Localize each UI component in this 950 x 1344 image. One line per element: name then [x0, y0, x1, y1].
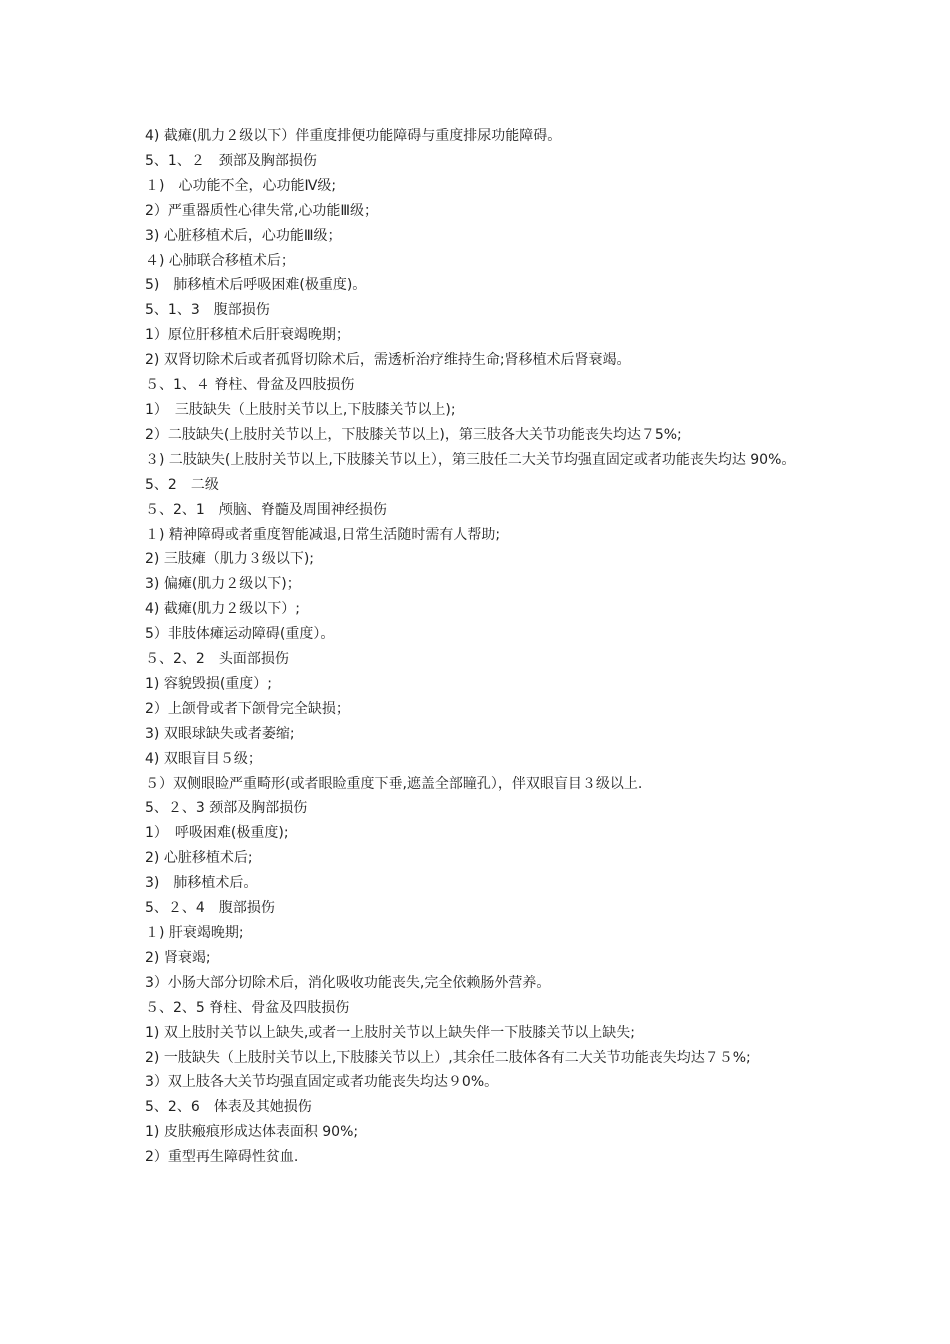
text-line: 1) 皮肤瘢痕形成达体表面积 90%; [145, 1124, 359, 1141]
text-line: 1) 容貌毁损(重度）; [145, 675, 272, 692]
text-line: ５）双侧眼睑严重畸形(或者眼睑重度下垂,遮盖全部瞳孔），伴双眼盲目３级以上. [145, 775, 643, 792]
section-heading: ５、1、４ 脊柱、骨盆及四肢损伤 [145, 377, 355, 394]
section-heading: 5、２、4 腹部损伤 [145, 900, 275, 917]
text-line: 2）二肢缺失(上肢肘关节以上，下肢膝关节以上)，第三肢各大关节功能丧失均达７5%; [145, 426, 682, 443]
section-heading: 5、1、２ 颈部及胸部损伤 [145, 152, 317, 169]
text-line: 4) 截瘫(肌力２级以下）; [145, 601, 300, 618]
text-line: 2) 心脏移植术后; [145, 850, 253, 867]
text-line: 3) 心脏移植术后，心功能Ⅲ级； [145, 227, 342, 244]
text-line: 2) 一肢缺失（上肢肘关节以上,下肢膝关节以上）,其余任二肢体各有二大关节功能丧失均达７５%; [145, 1049, 751, 1066]
text-line: 3）双上肢各大关节均强直固定或者功能丧失均达９0%。 [145, 1074, 499, 1091]
text-line: 2）上颌骨或者下颌骨完全缺损； [145, 700, 350, 717]
section-heading: 5、2 二级 [145, 476, 219, 493]
text-line: １) 心功能不全，心功能Ⅳ级; [145, 177, 337, 194]
text-line: 2）严重器质性心律失常,心功能Ⅲ级； [145, 202, 379, 219]
section-heading: ５、2、5 脊柱、骨盆及四肢损伤 [145, 999, 350, 1016]
text-line: １) 肝衰竭晚期; [145, 925, 244, 941]
text-line: 3) 双眼球缺失或者萎缩; [145, 725, 295, 742]
text-line: 1） 三肢缺失（上肢肘关节以上,下肢膝关节以上); [145, 401, 456, 418]
text-line: 4) 截瘫(肌力２级以下）伴重度排便功能障碍与重度排尿功能障碍。 [145, 128, 562, 144]
text-line: 5) 肺移植术后呼吸困难(极重度)。 [145, 277, 367, 294]
text-line: ３) 二肢缺失(上肢肘关节以上,下肢膝关节以上），第三肢任二大关节均强直固定或者功能丧失均达 90%。 [145, 451, 796, 468]
section-heading: ５、2、1 颅脑、脊髓及周围神经损伤 [145, 501, 387, 518]
text-line: 4) 双眼盲目５级； [145, 750, 262, 767]
text-line: 3) 肺移植术后。 [145, 875, 258, 892]
section-heading: ５、2、2 头面部损伤 [145, 651, 289, 668]
text-line: 1）原位肝移植术后肝衰竭晚期； [145, 327, 350, 344]
document-body [145, 124, 825, 1170]
text-line: 2) 三肢瘫（肌力３级以下); [145, 551, 314, 568]
section-heading: 5、2、6 体表及其她损伤 [145, 1099, 312, 1116]
text-line: 3）小肠大部分切除术后，消化吸收功能丧失,完全依赖肠外营养。 [145, 974, 551, 991]
section-heading: 5、２、3 颈部及胸部损伤 [145, 800, 308, 817]
text-line: １) 精神障碍或者重度智能减退,日常生活随时需有人帮助; [145, 526, 501, 543]
text-line: 2) 双肾切除术后或者孤肾切除术后，需透析治疗维持生命;肾移植术后肾衰竭。 [145, 352, 631, 369]
text-line: 5）非肢体瘫运动障碍(重度）。 [145, 626, 335, 643]
text-line: 3) 偏瘫(肌力２级以下)； [145, 576, 301, 593]
text-line: 1） 呼吸困难(极重度); [145, 825, 289, 842]
text-line: ４) 心肺联合移植术后； [145, 252, 295, 269]
text-line: 1) 双上肢肘关节以上缺失,或者一上肢肘关节以上缺失伴一下肢膝关节以上缺失; [145, 1024, 635, 1041]
text-line: 2) 肾衰竭; [145, 949, 211, 966]
text-line: 2）重型再生障碍性贫血. [145, 1149, 299, 1166]
section-heading: 5、1、3 腹部损伤 [145, 302, 270, 319]
